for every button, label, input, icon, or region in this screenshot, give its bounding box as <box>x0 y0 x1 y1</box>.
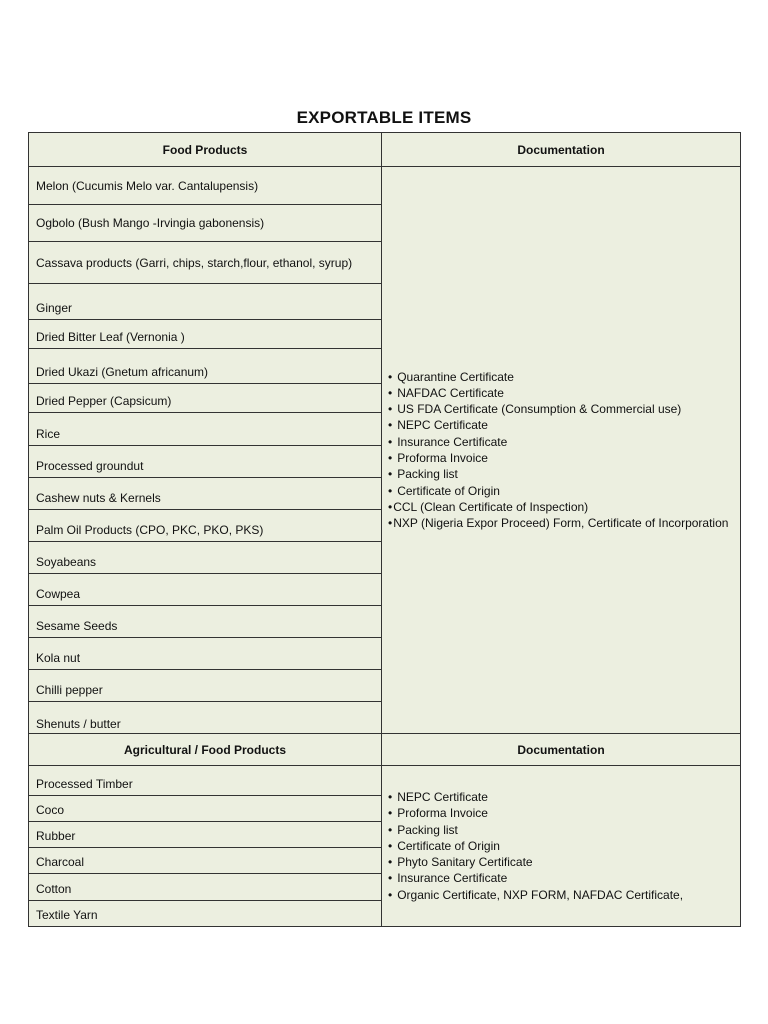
agri-product-cell: Coco <box>29 796 382 822</box>
table-row <box>29 167 741 205</box>
documentation-cell <box>382 766 741 927</box>
list-item: • Certificate of Origin <box>388 838 734 854</box>
list-item: • NXP (Nigeria Expor Proceed) Form, Certificate of Incorporation <box>388 515 734 531</box>
list-item: • NEPC Certificate <box>388 417 734 433</box>
exportable-items-table <box>28 132 741 927</box>
column-header-documentation: Documentation <box>382 133 741 167</box>
list-item: • CCL (Clean Certificate of Inspection) <box>388 499 734 515</box>
agri-product-cell: Rubber <box>29 822 382 848</box>
list-item: • Proforma Invoice <box>388 805 734 821</box>
table-header-row <box>29 133 741 167</box>
food-product-cell: Cashew nuts & Kernels <box>29 478 382 510</box>
agri-product-cell: Charcoal <box>29 848 382 874</box>
food-product-cell: Melon (Cucumis Melo var. Cantalupensis) <box>29 167 382 205</box>
list-item: • NAFDAC Certificate <box>388 385 734 401</box>
column-header-documentation: Documentation <box>382 734 741 766</box>
food-product-cell: Cowpea <box>29 574 382 606</box>
food-product-cell: Soyabeans <box>29 542 382 574</box>
table-row <box>29 766 741 796</box>
agri-product-cell: Cotton <box>29 874 382 901</box>
food-product-cell: Cassava products (Garri, chips, starch,flour, ethanol, syrup) <box>29 242 382 284</box>
food-product-cell: Processed groundut <box>29 446 382 478</box>
food-product-cell: Shenuts / butter <box>29 702 382 734</box>
column-header-food-products: Food Products <box>29 133 382 167</box>
documentation-list <box>388 369 734 532</box>
food-product-cell: Dried Pepper (Capsicum) <box>29 384 382 413</box>
list-item: • Insurance Certificate <box>388 870 734 886</box>
food-product-cell: Sesame Seeds <box>29 606 382 638</box>
food-product-cell: Palm Oil Products (CPO, PKC, PKO, PKS) <box>29 510 382 542</box>
food-product-cell: Dried Bitter Leaf (Vernonia ) <box>29 320 382 349</box>
table-header-row <box>29 734 741 766</box>
list-item: • Organic Certificate, NXP FORM, NAFDAC Certificate, <box>388 887 734 903</box>
food-product-cell: Chilli pepper <box>29 670 382 702</box>
documentation-list <box>388 789 734 903</box>
food-product-cell: Ogbolo (Bush Mango -Irvingia gabonensis) <box>29 205 382 242</box>
food-product-cell: Kola nut <box>29 638 382 670</box>
column-header-agricultural-food-products: Agricultural / Food Products <box>29 734 382 766</box>
agri-product-cell: Processed Timber <box>29 766 382 796</box>
food-product-cell: Dried Ukazi (Gnetum africanum) <box>29 349 382 384</box>
list-item: • NEPC Certificate <box>388 789 734 805</box>
list-item: • Proforma Invoice <box>388 450 734 466</box>
list-item: • Certificate of Origin <box>388 483 734 499</box>
list-item: • Packing list <box>388 466 734 482</box>
list-item: • Phyto Sanitary Certificate <box>388 854 734 870</box>
documentation-cell <box>382 167 741 734</box>
food-product-cell: Ginger <box>29 284 382 320</box>
food-product-cell: Rice <box>29 413 382 446</box>
page-title: EXPORTABLE ITEMS <box>296 108 472 127</box>
list-item: • Packing list <box>388 822 734 838</box>
list-item: • Insurance Certificate <box>388 434 734 450</box>
agri-product-cell: Textile Yarn <box>29 901 382 927</box>
list-item: • US FDA Certificate (Consumption & Commercial use) <box>388 401 734 417</box>
list-item: • Quarantine Certificate <box>388 369 734 385</box>
